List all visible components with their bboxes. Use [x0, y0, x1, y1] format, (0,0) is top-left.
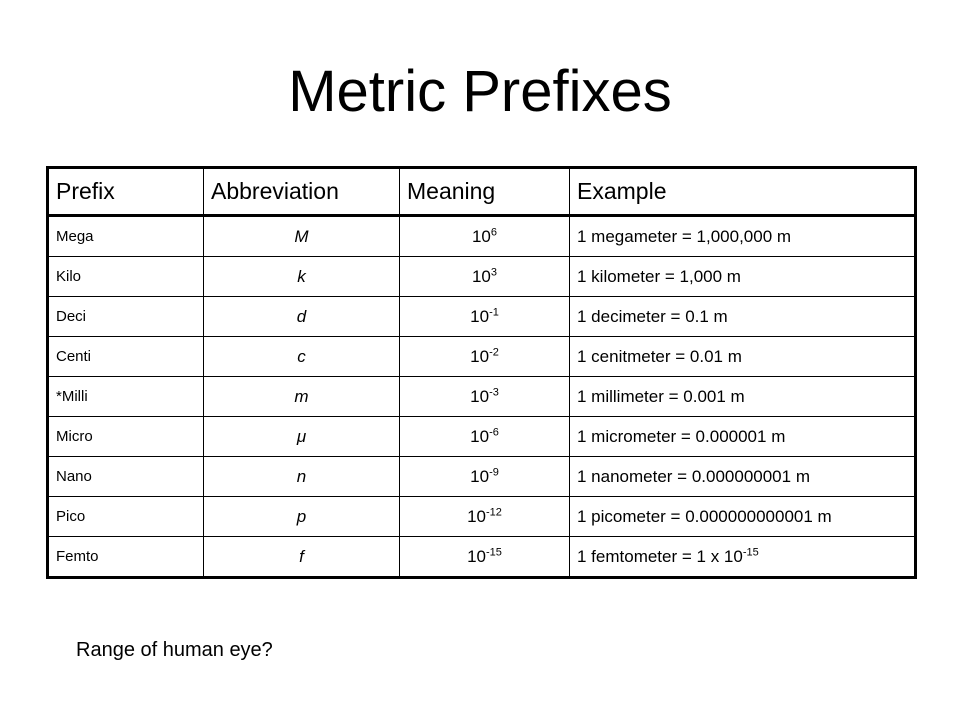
table-row — [48, 497, 916, 537]
meaning-cell — [400, 377, 570, 417]
example-cell — [570, 216, 916, 257]
table-row — [48, 417, 916, 457]
table-row — [48, 537, 916, 578]
meaning-cell — [400, 257, 570, 297]
prefix-cell: Deci — [48, 297, 204, 337]
header-abbreviation: Abbreviation — [204, 168, 400, 216]
meaning-cell — [400, 337, 570, 377]
abbreviation-cell: c — [204, 337, 400, 377]
prefix-cell: Pico — [48, 497, 204, 537]
meaning-base: 10 — [470, 426, 490, 446]
meaning-cell — [400, 216, 570, 257]
abbreviation-cell: k — [204, 257, 400, 297]
header-example: Example — [570, 168, 916, 216]
abbreviation-cell: n — [204, 457, 400, 497]
meaning-base: 10 — [470, 306, 490, 326]
example-cell — [570, 497, 916, 537]
abbreviation-cell: M — [204, 216, 400, 257]
table-row — [48, 297, 916, 337]
table-row — [48, 337, 916, 377]
meaning-exponent: 6 — [490, 225, 498, 238]
prefix-cell: Nano — [48, 457, 204, 497]
prefix-cell: Micro — [48, 417, 204, 457]
abbreviation-cell: p — [204, 497, 400, 537]
abbreviation-cell: d — [204, 297, 400, 337]
meaning-exponent: -3 — [489, 385, 499, 398]
example-cell — [570, 377, 916, 417]
abbreviation-cell: f — [204, 537, 400, 578]
meaning-cell — [400, 297, 570, 337]
meaning-exponent: -9 — [489, 465, 499, 478]
slide-title: Metric Prefixes — [288, 59, 672, 124]
meaning-exponent: -2 — [489, 345, 499, 358]
example-exponent: -15 — [742, 545, 759, 558]
meaning-base: 10 — [467, 506, 486, 526]
footnote-question: Range of human eye? — [76, 639, 273, 661]
example-cell — [570, 457, 916, 497]
meaning-exponent: -12 — [486, 505, 502, 518]
example-text: 1 millimeter = 0.001 m — [577, 386, 745, 406]
meaning-base: 10 — [470, 386, 490, 406]
header-prefix: Prefix — [48, 168, 204, 216]
meaning-base: 10 — [471, 266, 491, 286]
meaning-cell — [400, 497, 570, 537]
prefix-cell: Kilo — [48, 257, 204, 297]
meaning-base: 10 — [470, 466, 490, 486]
prefix-cell: Centi — [48, 337, 204, 377]
example-text: 1 decimeter = 0.1 m — [577, 306, 728, 326]
example-cell — [570, 417, 916, 457]
meaning-cell — [400, 457, 570, 497]
meaning-exponent: -1 — [489, 305, 499, 318]
header-meaning: Meaning — [400, 168, 570, 216]
meaning-cell — [400, 537, 570, 578]
table-row — [48, 257, 916, 297]
prefix-cell: *Milli — [48, 377, 204, 417]
meaning-base: 10 — [471, 226, 491, 246]
table-header-row — [48, 168, 916, 216]
meaning-base: 10 — [470, 346, 490, 366]
meaning-exponent: -6 — [489, 425, 499, 438]
example-text: 1 megameter = 1,000,000 m — [577, 226, 792, 246]
meaning-cell — [400, 417, 570, 457]
abbreviation-cell: μ — [204, 417, 400, 457]
metric-prefix-table — [46, 166, 917, 579]
prefix-cell: Femto — [48, 537, 204, 578]
example-text: 1 nanometer = 0.000000001 m — [577, 466, 810, 486]
example-cell — [570, 537, 916, 578]
example-text: 1 kilometer = 1,000 m — [577, 266, 741, 286]
abbreviation-cell: m — [204, 377, 400, 417]
example-text: 1 cenitmeter = 0.01 m — [577, 346, 742, 366]
meaning-exponent: -15 — [486, 545, 502, 558]
table-row — [48, 457, 916, 497]
table-row — [48, 377, 916, 417]
meaning-exponent: 3 — [490, 265, 498, 278]
example-text: 1 micrometer = 0.000001 m — [577, 426, 786, 446]
example-text: 1 picometer = 0.000000000001 m — [577, 506, 832, 526]
meaning-base: 10 — [467, 546, 486, 566]
prefix-cell: Mega — [48, 216, 204, 257]
example-cell — [570, 297, 916, 337]
example-cell — [570, 337, 916, 377]
example-text: 1 femtometer = 1 x 10 — [577, 546, 743, 566]
example-cell — [570, 257, 916, 297]
table-row — [48, 216, 916, 257]
